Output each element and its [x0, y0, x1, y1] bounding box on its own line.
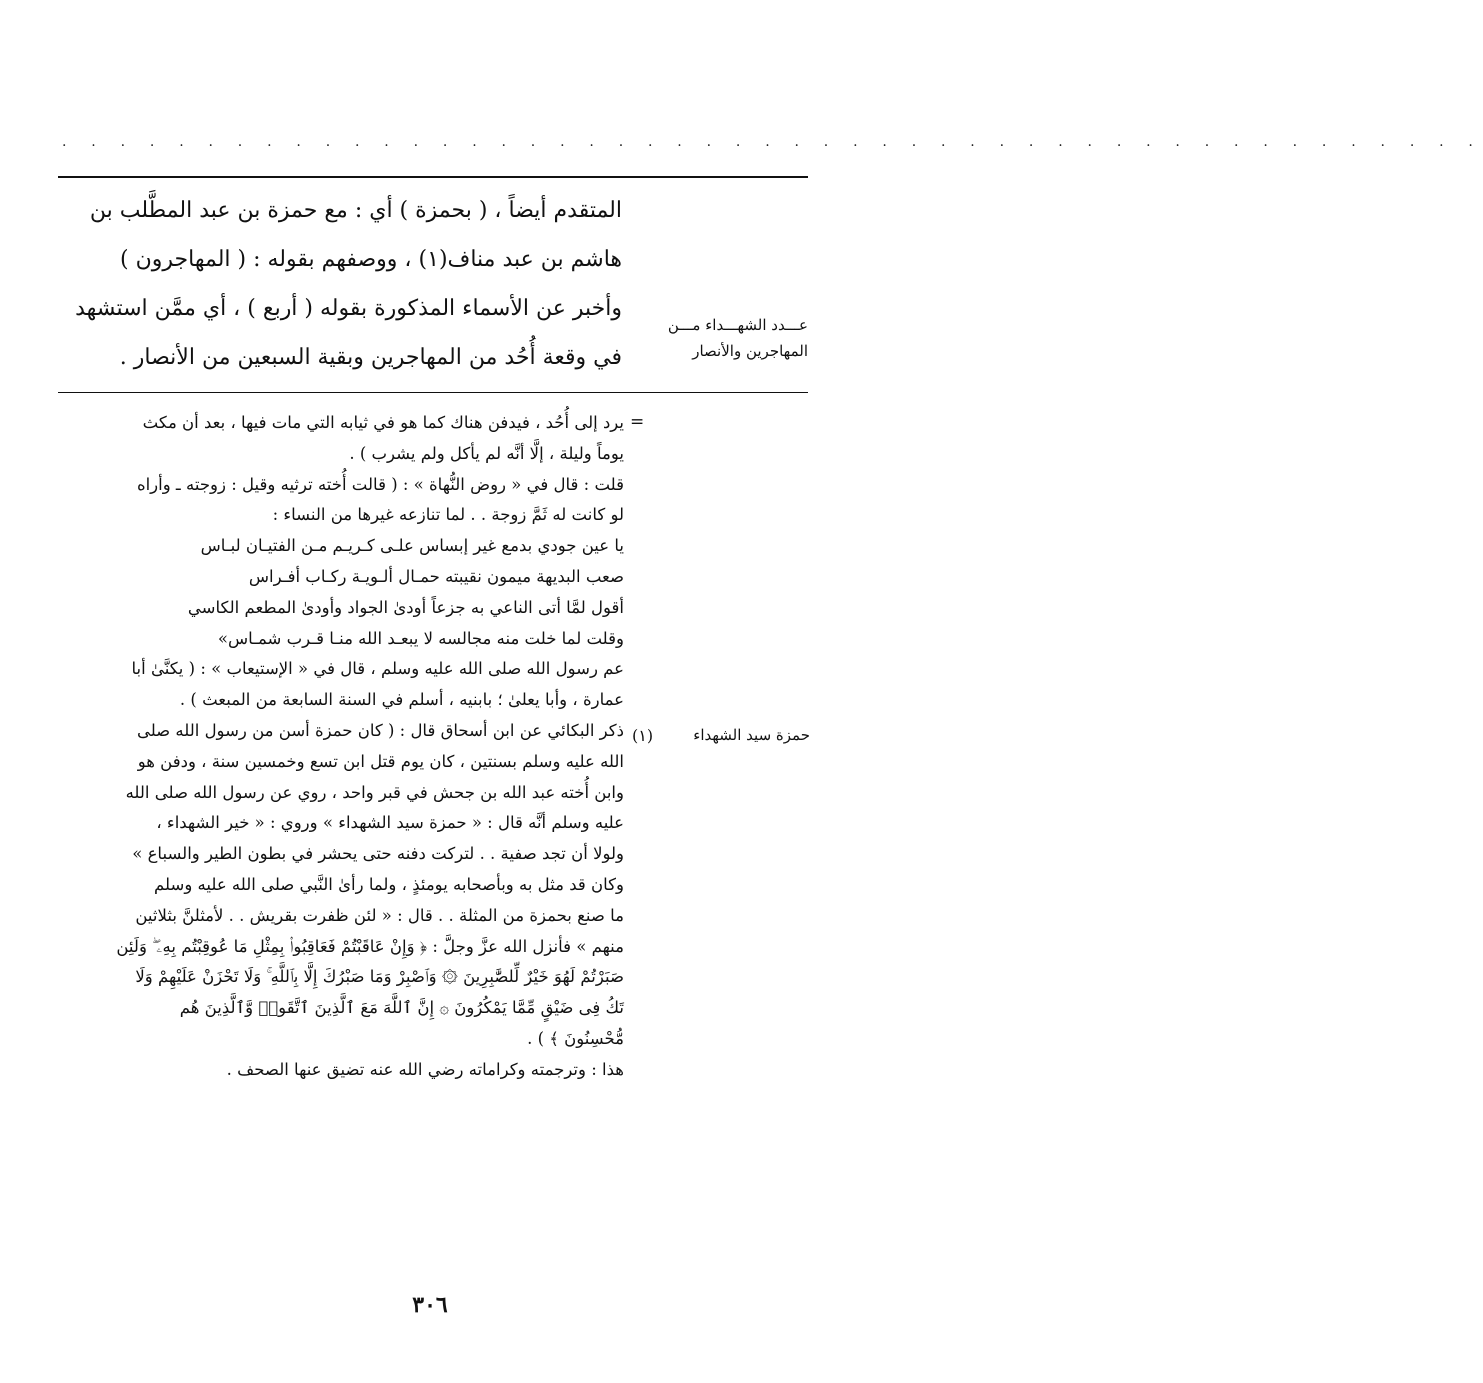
- poem-hemistich-right: أقول لمَّا أتى الناعي به جزعاً: [431, 597, 624, 617]
- footnote-line: الله عليه وسلم بسنتين ، كان يوم قتل ابن تسع وخمسين سنة ، ودفن هو: [137, 751, 624, 771]
- footnote-line: عمارة ، وأبا يعلىٰ ؛ بابنيه ، أسلم في السنة السابعة من المبعث ) .: [179, 690, 624, 710]
- footnote-line: قلت : قال في « روض النُّهاة » : ( قالت أُخته ترثيه وقيل : زوجته ـ وأراه: [136, 474, 624, 494]
- footnote-line: وكان قد مثل به وبأصحابه يومئذٍ ، ولما رأىٰ النَّبي صلى الله عليه وسلم: [154, 874, 624, 894]
- continuation-mark: =: [630, 412, 645, 432]
- poem-hemistich-right: وقلت لما خلت منه مجالسه: [438, 628, 624, 648]
- footnote-margin-label: حمزة سيد الشهداء: [693, 726, 810, 744]
- header-dotted-rule: . . . . . . . . . . . . . . . . . . . . . . . . . . . . . . . . . . . . . . . . . . . . . . . . .: [62, 134, 1483, 150]
- footnote-line: ما صنع بحمزة من المثلة . . قال : « لئن ظفرت بقريش . . لأمثلنَّ بثلاثين: [135, 905, 624, 925]
- footnote-line: عليه وسلم أنَّه قال : « حمزة سيد الشهداء » وروي : « خير الشهداء ،: [156, 813, 624, 833]
- margin-heading-line: عـــدد الشهـــداء مـــن: [667, 316, 808, 334]
- poem-verse: [56, 562, 624, 593]
- quran-verse-line: صَبَرْتُمْ لَهُوَ خَيْرٌ لِّلصَّٰبِرِينَ ۞ وَٱصْبِرْ وَمَا صَبْرُكَ إِلَّا بِٱللَّهِ ۚ وَلَا تَحْزَنْ عَلَيْهِمْ وَلَا: [135, 967, 624, 987]
- poem-hemistich-right: يا عين جودي بدمع غير إبساس: [419, 536, 624, 556]
- quran-verse-line: تَكُ فِى ضَيْقٍ مِّمَّا يَمْكُرُونَ ۞ إِنَّ ٱللَّهَ مَعَ ٱلَّذِينَ ٱتَّقَوا۟ وَّٱلَّذِينَ هُم: [179, 998, 624, 1018]
- poem-hemistich-left: أودىٰ الجواد وأودىٰ المطعم الكاسي: [187, 597, 427, 617]
- footnote-line: عم رسول الله صلى الله عليه وسلم ، قال في « الإستيعاب » : ( يكنَّىٰ أبا: [131, 659, 624, 679]
- quran-verse-line: منهم » فأنزل الله عزَّ وجلَّ : ﴿ وَإِنْ عَاقَبْتُمْ فَعَاقِبُوا۟ بِمِثْلِ مَا عُوقِبْتُم بِهِۦ ۖ وَلَئِن: [116, 936, 624, 956]
- footnote-separator: [58, 392, 808, 393]
- poem-hemistich-left: علـى كـريـم مـن الفتيـان لبـاس: [200, 536, 414, 556]
- poem-hemistich-left: حمـال ألـويـة ركـاب أفـراس: [248, 566, 440, 586]
- main-line: هاشم بن عبد مناف(١) ، ووصفهم بقوله : ( المهاجرون ): [120, 247, 622, 272]
- poem-verse: [56, 593, 624, 624]
- footnote-marker: (١): [632, 726, 654, 745]
- poem-verse: [56, 624, 624, 655]
- footnote-line: ذكر البكائي عن ابن أسحاق قال : ( كان حمزة أسن من رسول الله صلى: [136, 720, 624, 740]
- poem-hemistich-left: لا يبعـد الله منـا قـرب شمـاس»: [217, 628, 434, 648]
- main-line: وأخبر عن الأسماء المذكورة بقوله ( أربع ) ، أي ممَّن استشهد: [75, 296, 622, 321]
- main-line: المتقدم أيضاً ، ( بحمزة ) أي : مع حمزة بن عبد المطَّلب بن: [89, 198, 622, 223]
- main-text: [56, 186, 622, 382]
- main-line: في وقعة أُحُد من المهاجرين وبقية السبعين من الأنصار .: [119, 345, 622, 370]
- footnote-line: لو كانت له ثَمَّ زوجة . . لما تنازعه غيرها من النساء :: [272, 505, 624, 525]
- footnote-line: يرد إلى أُحُد ، فيدفن هناك كما هو في ثيابه التي مات فيها ، بعد أن مكث: [142, 413, 624, 432]
- header-rule: [58, 176, 808, 178]
- page-number: ٣٠٦: [412, 1292, 448, 1318]
- margin-heading-line: المهاجرين والأنصار: [692, 342, 808, 360]
- margin-heading: [640, 312, 808, 364]
- footnote-line: يوماً وليلة ، إلَّا أنَّه لم يأكل ولم يشرب ) .: [349, 443, 624, 463]
- poem-hemistich-right: صعب البديهة ميمون نقيبته: [445, 566, 624, 586]
- quran-verse-line: مُّحْسِنُونَ ﴾ ) .: [527, 1028, 624, 1048]
- footnote-line: ولولا أن تجد صفية . . لتركت دفنه حتى يحشر في بطون الطير والسباع »: [132, 844, 624, 864]
- footnote-line: هذا : وترجمته وكراماته رضي الله عنه تضيق عنها الصحف .: [226, 1059, 624, 1079]
- footnotes: [56, 408, 624, 1086]
- poem-verse: [56, 531, 624, 562]
- footnote-line: وابن أُخته عبد الله بن جحش في قبر واحد ، روي عن رسول الله صلى الله: [125, 782, 624, 802]
